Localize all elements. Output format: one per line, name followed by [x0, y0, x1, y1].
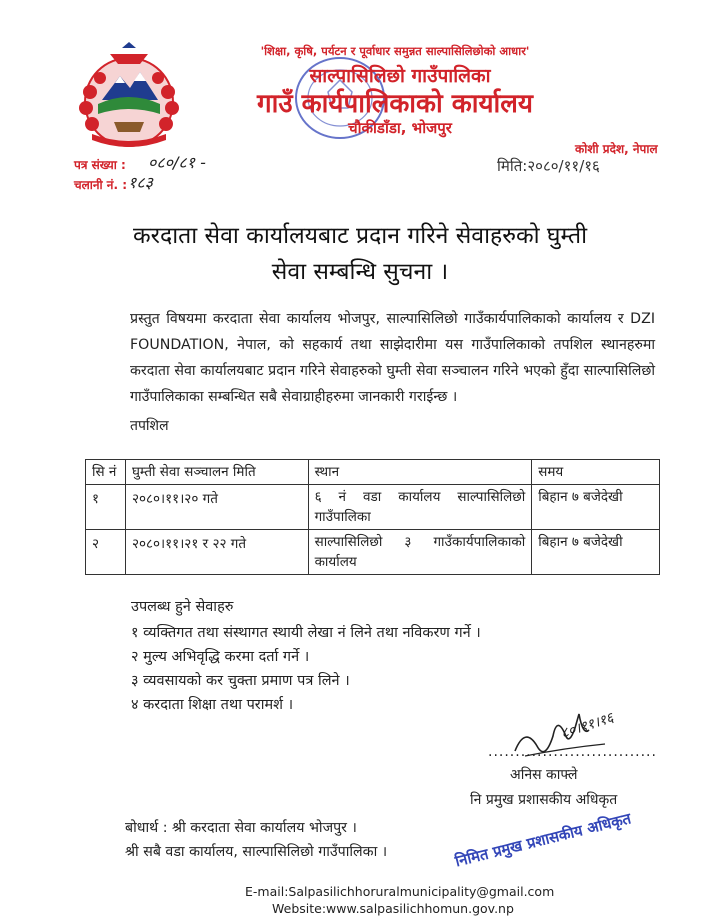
cc-line-2: श्री सबै वडा कार्यालय, साल्पासिलिछो गाउँपालिका । [125, 844, 388, 860]
schedule-title: तपशिल [130, 418, 169, 434]
header-date: घुम्ती सेवा सञ्चालन मिति [125, 460, 308, 485]
footer-email: E-mail:Salpasilichhoruralmunicipality@gmail.com [245, 884, 555, 899]
cell-time: बिहान ७ बजेदेखी [532, 530, 660, 575]
signatory-post: नि प्रमुख प्रशासकीय अधिकृत [470, 792, 618, 808]
cell-serial: २ [86, 530, 126, 575]
cell-place: साल्पासिलिछो ३ गाउँकार्यपालिकाको कार्यालय [308, 530, 532, 575]
footer-website: Website:www.salpasilichhomun.gov.np [272, 901, 514, 916]
signatory-name: अनिस काफ्ले [510, 767, 578, 783]
subject-line-1: करदाता सेवा कार्यालयबाट प्रदान गरिने सेवाहरुको घुम्ती [132, 223, 588, 249]
nepal-emblem-icon [70, 42, 188, 154]
table-row [86, 530, 660, 575]
signature-date: ८०।११।१६ [559, 709, 616, 742]
header-serial: सि नं [86, 460, 126, 485]
office-name: गाउँ कार्यपालिकाको कार्यालय [257, 89, 533, 119]
table-row [86, 485, 660, 530]
cell-date: २०८०।११।२१ र २२ गते [125, 530, 308, 575]
notice-subject [80, 218, 640, 290]
service-item: ४ करदाता शिक्षा तथा परामर्श । [131, 697, 294, 713]
service-item: ३ व्यवसायको कर चुक्ता प्रमाण पत्र लिने । [131, 673, 350, 689]
subject-line-2: सेवा सम्बन्धि सुचना । [271, 259, 449, 285]
reference-value: ०८०/८१ - [148, 153, 206, 172]
header-time: समय [532, 460, 660, 485]
cc-line-1: बोधार्थ : श्री करदाता सेवा कार्यालय भोजपुर । [125, 820, 357, 836]
dispatch-value: १८३ [128, 173, 153, 192]
dispatch-label: चलानी नं. : [74, 178, 128, 192]
schedule-table [85, 459, 660, 575]
office-location: चौकीडाँडा, भोजपुर [348, 119, 452, 137]
cell-place: ६ नं वडा कार्यालय साल्पासिलिछो गाउँपालिका [308, 485, 532, 530]
municipality-name: साल्पासिलिछो गाउँपालिका [309, 65, 491, 87]
header-motto: 'शिक्षा, कृषि, पर्यटन र पूर्वाधार समुन्नत साल्पासिलिछोको आधार' [260, 44, 530, 58]
notice-body: प्रस्तुत विषयमा करदाता सेवा कार्यालय भोजपुर, साल्पासिलिछो गाउँकार्यपालिकाको कार्यालय र DZI FOUNDATION, नेपाल, को सहकार्य तथा साझेदारीमा यस गाउँपालिकाको तपशिल स्थानहरुमा करदाता सेवा कार्यालयबाट प्रदान गरिने सेवाहरुको घुम्ती सेवा सञ्चालन गरिने भएको हुँदा साल्पासिलिछो गाउँपालिकाका सम्बन्धित सबै सेवाग्राहीहरुमा जानकारी गराईन्छ । [130, 311, 655, 405]
service-item: २ मुल्य अभिवृद्धि करमा दर्ता गर्ने । [131, 649, 310, 665]
officer-stamp: निमित प्रमुख प्रशासकीय अधिकृत [453, 809, 633, 871]
reference-label: पत्र संख्या : [74, 158, 126, 172]
service-item: १ व्यक्तिगत तथा संस्थागत स्थायी लेखा नं लिने तथा नविकरण गर्ने । [131, 625, 481, 641]
letter-date: मिति:२०८०/११/१६ [497, 157, 600, 175]
cell-serial: १ [86, 485, 126, 530]
services-title: उपलब्ध हुने सेवाहरु [131, 599, 234, 615]
province-label: कोशी प्रदेश, नेपाल [575, 142, 658, 156]
header-place: स्थान [308, 460, 532, 485]
signature-line: ............................... [488, 744, 657, 760]
cell-date: २०८०।११।२० गते [125, 485, 308, 530]
table-header-row [86, 460, 660, 485]
cell-time: बिहान ७ बजेदेखी [532, 485, 660, 530]
